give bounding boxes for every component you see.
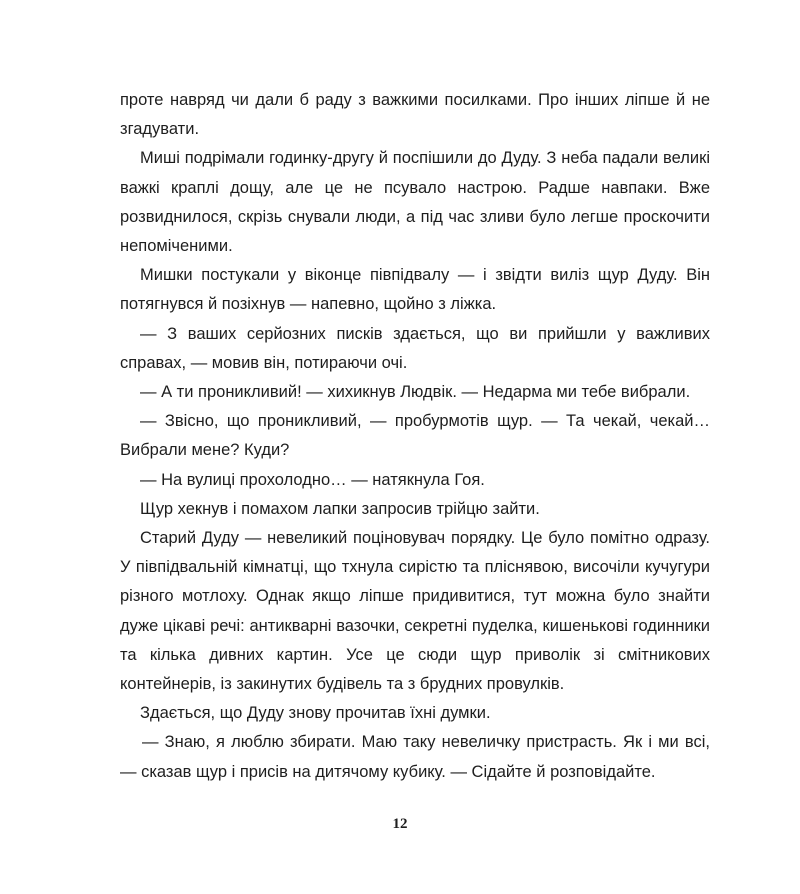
paragraph: Здається, що Дуду знову прочитав їхні думки. [140,704,491,723]
dialogue-line: — Знаю, я люблю збирати. Маю таку невеличку пристрасть. Як і ми всі, — сказав щур і присів на дитячому кубику. — Сідайте й розповідайте. [120,733,710,781]
paragraph: Миші подрімали годинку-другу й поспішили до Дуду. З неба падали великі важкі краплі дощу, але це не псувало настрою. Радше навпаки. Вже розвиднилося, скрізь снували люди, а під час зливи було легше проскочити непоміченими. [120,149,710,256]
paragraph: Старий Дуду — невеликий поціновувач порядку. Це було помітно одразу. У півпідвальній кімнатці, що тхнула сирістю та пліснявою, височіли кучугури різного мотлоху. Однак якщо ліпше придивитися, тут можна було знайти дуже цікаві речі: антикварні вазочки, секретні пуделка, кишенькові годинники та кілька дивних картин. Усе це сюди щур приволік зі смітникових контейнерів, із закинутих будівель та з брудних провулків. [120,529,710,694]
body-text [120,86,710,787]
paragraph-continuation: проте навряд чи дали б раду з важкими посилками. Про інших ліпше й не згадувати. [120,91,710,139]
paragraph: Мишки постукали у віконце півпідвалу — і звідти виліз щур Дуду. Він потягнувся й позіхнув — напевно, щойно з ліжка. [120,266,710,314]
dialogue-line: — З ваших серйозних писків здається, що ви прийшли у важливих справах, — мовив він, потираючи очі. [120,324,710,372]
dialogue-line: — А ти проникливий! — хихикнув Людвік. — Недарма ми тебе вибрали. [140,383,691,402]
paragraph: Щур хекнув і помахом лапки запросив трійцю зайти. [140,499,540,518]
page-number: 12 [392,816,408,832]
dialogue-line: — Звісно, що проникливий, — пробурмотів щур. — Та чекай, чекай… Вибрали мене? Куди? [120,412,710,460]
dialogue-line: — На вулиці прохолодно… — натякнула Гоя. [140,470,485,489]
